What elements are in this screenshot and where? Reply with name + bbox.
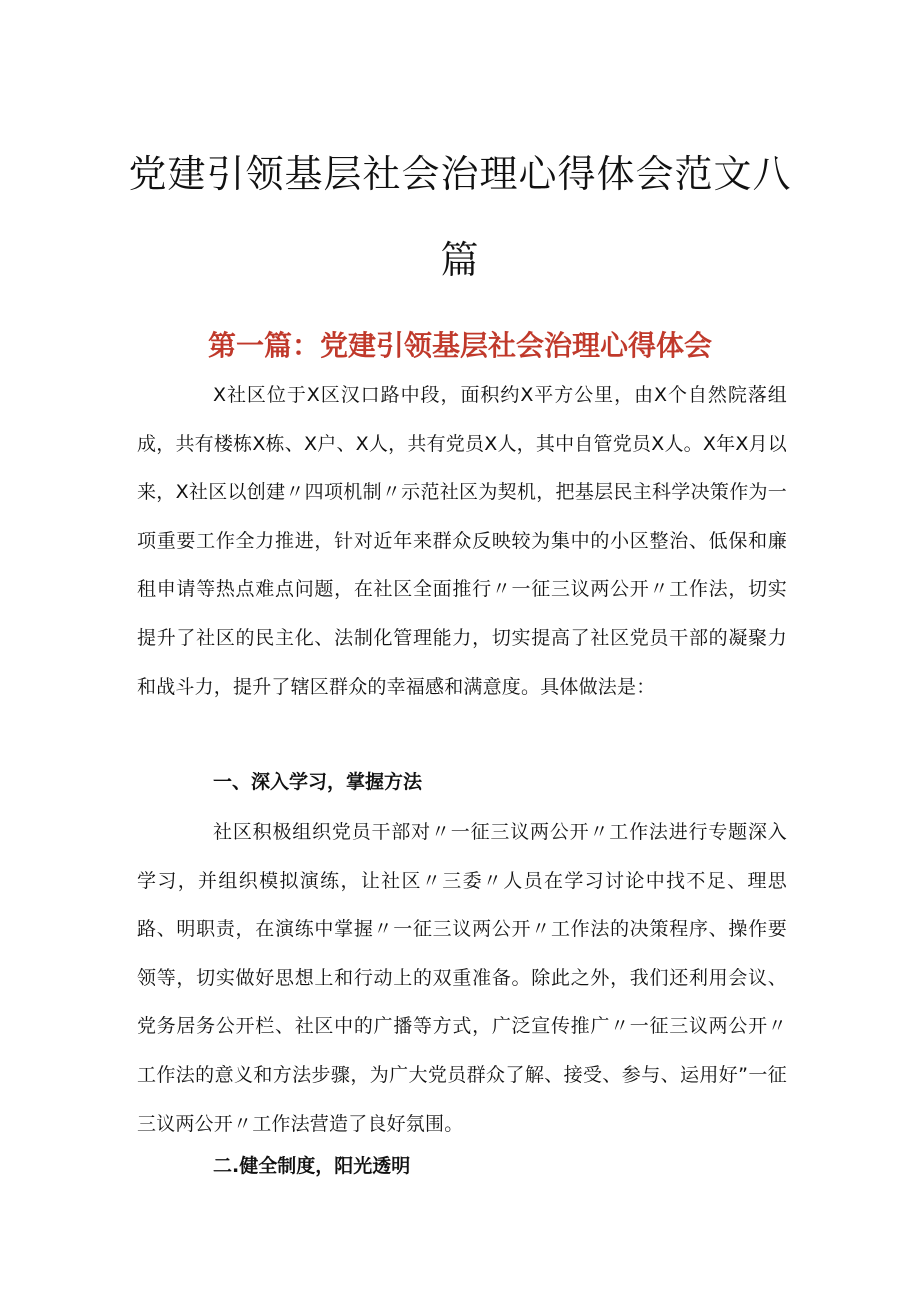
body-paragraph-2: 社区积极组织党员干部对〃一征三议两公开〃工作法进行专题深入学习，并组织模拟演练，让社区〃三委〃人员在学习讨论中找不足、理思路、明职责，在演练中掌握〃一征三议两公开〃工作法的决策程序、操作要领等，切实做好思想上和行动上的双重准备。除此之外，我们还利用会议、党务居务公开栏、社区中的广播等方式，广泛宣传推广〃一征三议两公开〃工作法的意义和方法步骤，为广大党员群众了解、接受、参与、运用好”一征三议两公开〃工作法营造了良好氛围。 xyxy=(137,821,787,1135)
document-title-line1: 党建引领基层社会治理心得体会范文八 xyxy=(128,152,792,196)
body-paragraph-1: X社区位于X区汉口路中段，面积约X平方公里，由X个自然院落组成，共有楼栋X栋、X户、X人，共有党员X人，其中自管党员X人。X年X月以来，X社区以创建〃四项机制〃示范社区为契机，把基层民主科学决策作为一项重要工作全力推进，针对近年来群众反映较为集中的小区整治、低保和廉租申请等热点难点问题，在社区全面推行〃一征三议两公开〃工作法，切实提升了社区的民主化、法制化管理能力，切实提高了社区党员干部的凝聚力和战斗力，提升了辖区群众的幸福感和满意度。具体做法是： xyxy=(137,384,787,698)
section-heading-2: 二.健全制度，阳光透明 xyxy=(213,1155,411,1177)
chapter-heading: 第一篇：党建引领基层社会治理心得体会 xyxy=(207,329,712,362)
document-title-line2: 篇 xyxy=(440,238,480,282)
section-heading-1: 一、深入学习，掌握方法 xyxy=(213,771,423,793)
